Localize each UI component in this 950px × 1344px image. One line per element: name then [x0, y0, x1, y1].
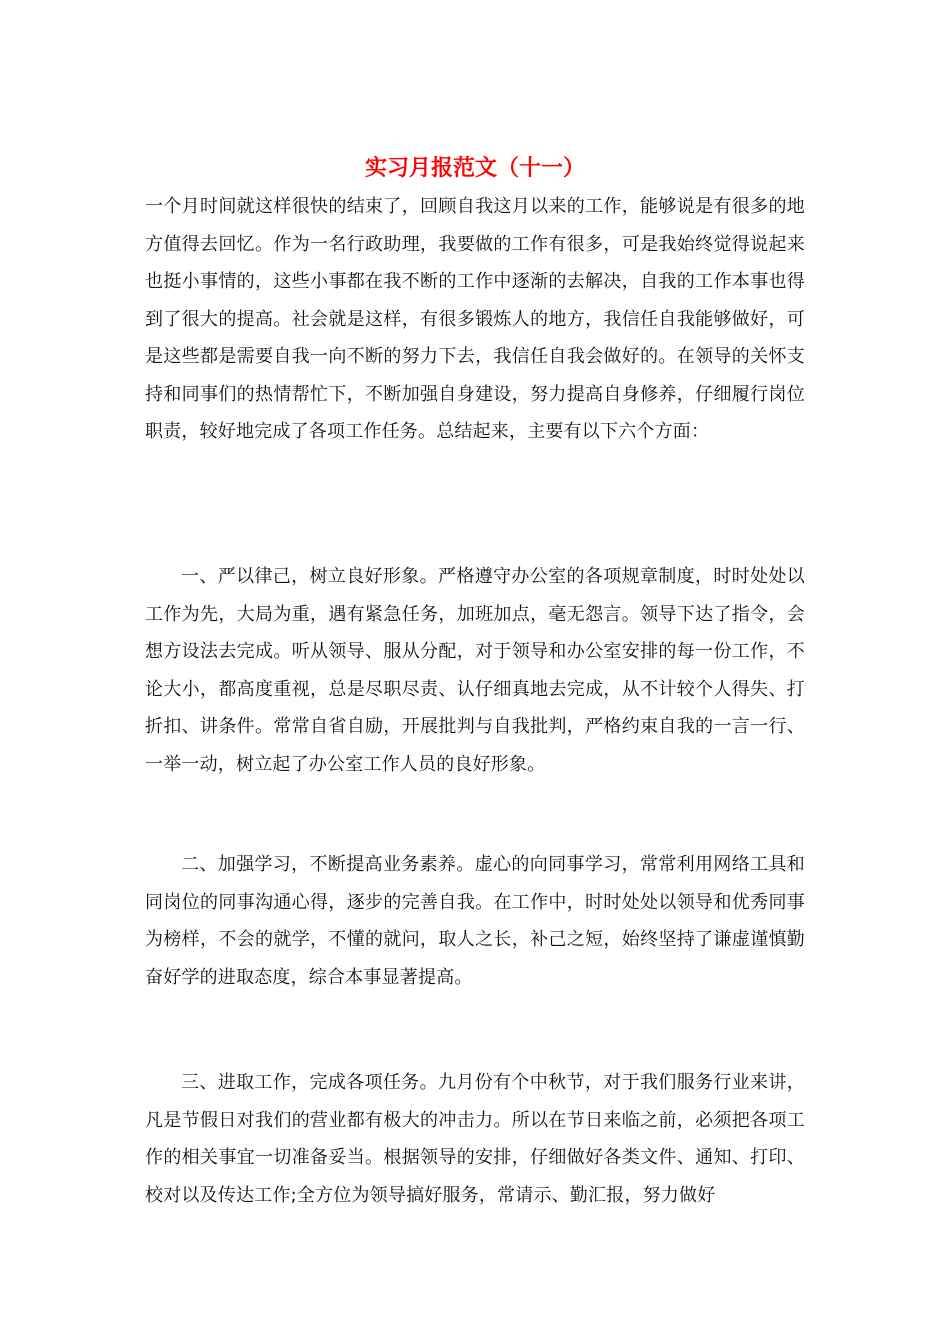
- intro-paragraph: 一个月时间就这样很快的结束了，回顾自我这月以来的工作，能够说是有很多的地方值得去回忆。作为一名行政助理，我要做的工作有很多，可是我始终觉得说起来也挺小事情的，这些小事都在我不断的工作中逐渐的去解决，自我的工作本事也得到了很大的提高。社会就是这样，有很多锻炼人的地方，我信任自我能够做好，可是这些都是需要自我一向不断的努力下去，我信任自我会做好的。在领导的关怀支持和同事们的热情帮忙下，不断加强自身建设，努力提高自身修养，仔细履行岗位职责，较好地完成了各项工作任务。总结起来，主要有以下六个方面：: [145, 196, 805, 442]
- document-title: 实习月报范文（十一）: [364, 155, 585, 181]
- section-three-paragraph: 三、进取工作，完成各项任务。九月份有个中秋节，对于我们服务行业来讲，凡是节假日对我们的营业都有极大的冲击力。所以在节日来临之前，必须把各项工作的相关事宜一切准备妥当。根据领导的安排，仔细做好各类文件、通知、打印、校对以及传达工作;全方位为领导搞好服务，常请示、勤汇报，努力做好: [145, 1072, 805, 1206]
- section-one-paragraph: 一、严以律己，树立良好形象。严格遵守办公室的各项规章制度，时时处处以工作为先，大局为重，遇有紧急任务，加班加点，毫无怨言。领导下达了指令，会想方设法去完成。听从领导、服从分配，对于领导和办公室安排的每一份工作，不论大小，都高度重视，总是尽职尽责、认仔细真地去完成，从不计较个人得失、打折扣、讲条件。常常自省自励，开展批判与自我批判，严格约束自我的一言一行、一举一动，树立起了办公室工作人员的良好形象。: [145, 566, 805, 775]
- section-two-paragraph: 二、加强学习，不断提高业务素养。虚心的向同事学习，常常利用网络工具和同岗位的同事沟通心得，逐步的完善自我。在工作中，时时处处以领导和优秀同事为榜样，不会的就学，不懂的就问，取人之长，补己之短，始终坚持了谦虚谨慎勤奋好学的进取态度，综合本事显著提高。: [145, 854, 805, 988]
